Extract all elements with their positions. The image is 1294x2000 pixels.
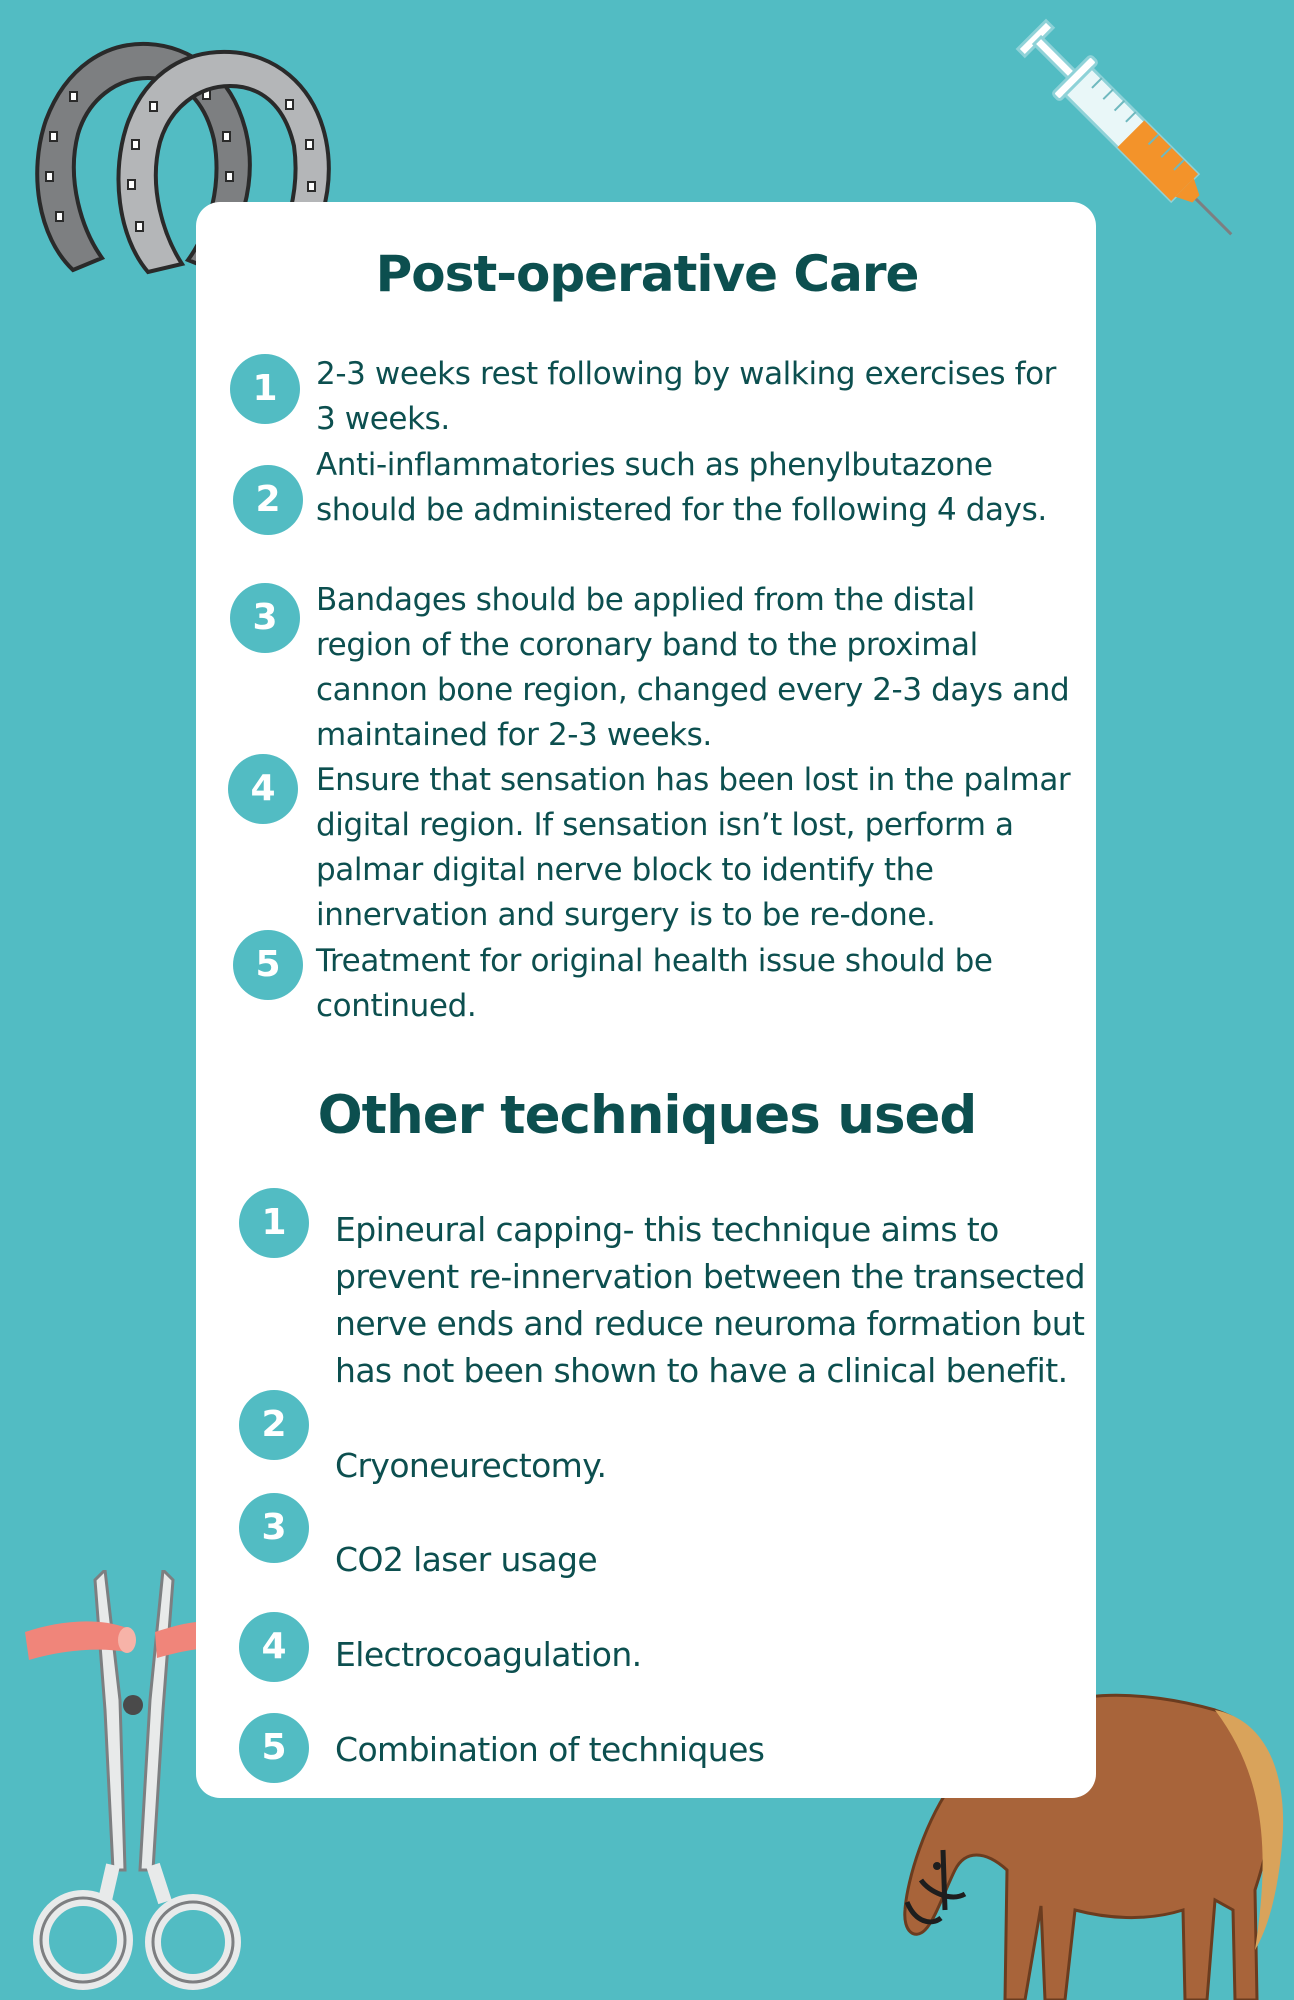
other-item-1-text: Epineural capping- this technique aims to prevent re-innervation between the transected nerve ends and reduce neuroma formation but has not been shown to have a clinical benefit. — [335, 1210, 1085, 1390]
other-item-2-number: 2 — [239, 1390, 309, 1460]
other-item-4-number: 4 — [239, 1612, 309, 1682]
post-op-item-3-number: 3 — [230, 583, 300, 653]
post-op-item-5-text: Treatment for original health issue should be continued. — [316, 943, 993, 1024]
post-operative-heading: Post-operative Care — [375, 245, 919, 303]
other-item-5-number: 5 — [239, 1713, 309, 1783]
other-techniques-heading: Other techniques used — [317, 1085, 977, 1146]
post-op-item-4-text: Ensure that sensation has been lost in the palmar digital region. If sensation isn’t lost, perform a palmar digital nerve block to identify the innervation and surgery is to be re-done. — [316, 762, 1071, 933]
other-item-1-number: 1 — [239, 1188, 309, 1258]
other-item-3-text: CO2 laser usage — [335, 1540, 598, 1579]
other-item-3-number: 3 — [239, 1493, 309, 1563]
post-op-item-1-text: 2-3 weeks rest following by walking exercises for 3 weeks. — [316, 356, 1057, 437]
other-item-2-text: Cryoneurectomy. — [335, 1446, 607, 1485]
post-op-item-2-number: 2 — [233, 465, 303, 535]
post-op-item-2-text: Anti-inflammatories such as phenylbutazone should be administered for the following 4 days. — [316, 447, 1047, 528]
post-op-item-1-number: 1 — [230, 354, 300, 424]
other-item-5-text: Combination of techniques — [335, 1730, 765, 1769]
post-op-item-4-number: 4 — [228, 754, 298, 824]
post-op-item-5-number: 5 — [233, 930, 303, 1000]
other-item-4-text: Electrocoagulation. — [335, 1635, 642, 1674]
post-op-item-3-text: Bandages should be applied from the distal region of the coronary band to the proximal cannon bone region, changed every 2-3 days and maintained for 2-3 weeks. — [316, 582, 1070, 753]
